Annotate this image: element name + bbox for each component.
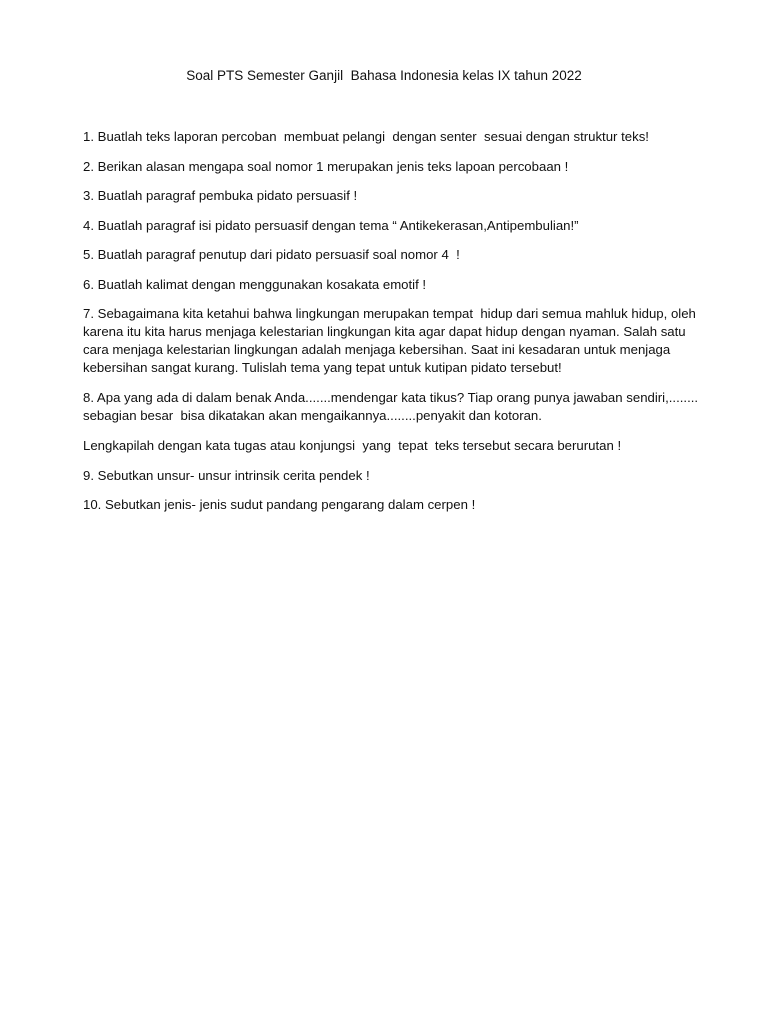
question-6: 6. Buatlah kalimat dengan menggunakan kosakata emotif ! xyxy=(83,276,427,292)
question-9: 9. Sebutkan unsur- unsur intrinsik cerita pendek ! xyxy=(83,467,370,483)
question-7: 7. Sebagaimana kita ketahui bahwa lingkungan merupakan tempat hidup dari semua mahluk hidup, oleh karena itu kita harus menjaga kelestarian lingkungan kita agar dapat hidup dengan nyaman. Salah satu cara menjaga kelestarian lingkungan adalah menjaga kebersihan. Saat ini kesadaran untuk menjaga kebersihan sangat kurang. Tulislah tema yang tepat untuk kutipan pidato tersebut! xyxy=(83,306,700,375)
question-3: 3. Buatlah paragraf pembuka pidato persuasif ! xyxy=(83,188,358,203)
question-8-instruction: Lengkapilah dengan kata tugas atau konjungsi yang tepat teks tersebut secara berurutan ! xyxy=(83,438,622,453)
question-5: 5. Buatlah paragraf penutup dari pidato persuasif soal nomor 4 ! xyxy=(83,247,460,262)
question-10: 10. Sebutkan jenis- jenis sudut pandang pengarang dalam cerpen ! xyxy=(83,497,476,512)
question-1: 1. Buatlah teks laporan percoban membuat pelangi dengan senter sesuai dengan struktur teks! xyxy=(83,129,649,144)
document-title: Soal PTS Semester Ganjil Bahasa Indonesia kelas IX tahun 2022 xyxy=(186,68,582,83)
question-8: 8. Apa yang ada di dalam benak Anda.......mendengar kata tikus? Tiap orang punya jawaban sendiri,........ sebagian besar bisa dikatakan akan mengaikannya........penyakit dan kotoran. xyxy=(83,390,702,423)
question-2: 2. Berikan alasan mengapa soal nomor 1 merupakan jenis teks lapoan percobaan ! xyxy=(83,158,569,174)
question-4: 4. Buatlah paragraf isi pidato persuasif dengan tema “ Antikekerasan,Antipembulian!” xyxy=(83,217,579,233)
question-list xyxy=(83,128,703,526)
